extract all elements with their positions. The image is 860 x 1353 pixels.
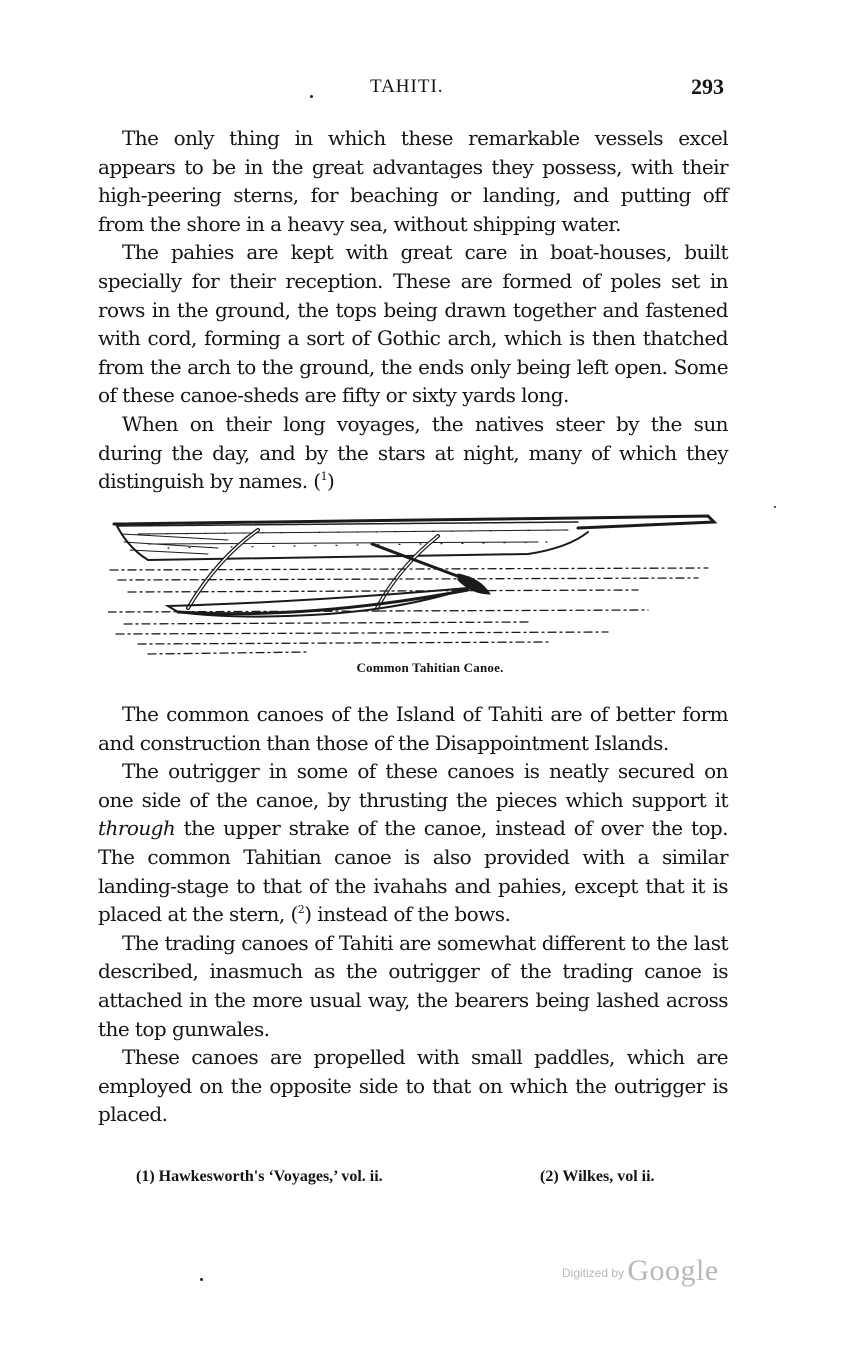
footnote-2 [540,1168,655,1186]
footnote-1 [136,1168,383,1186]
google-logo-text: Google [627,1254,719,1287]
paragraph-text: the upper strake of the canoe, instead of over the top. The common Tahitian canoe is also provided with a similar landing-stage to that of the ivahahs and pahies, except that it is placed at the stern, ( [98,816,728,927]
figure-caption: Common Tahitian Canoe. [356,660,504,675]
print-speck [200,1278,203,1281]
body-text-top [98,124,728,496]
paragraph-text: ) instead of the bows. [304,902,511,927]
footnote-text: Hawkesworth's ‘Voyages,’ vol. ii. [154,1168,383,1185]
print-speck [310,95,313,98]
footnote-marker: (1) [136,1168,155,1185]
page-header [98,76,728,104]
note-paren: ( [307,469,321,494]
paragraph-paddles: These canoes are propelled with small paddles, which are employed on the opposite side to that on which the outrigger is placed. [98,1045,728,1127]
canoe-figure [108,508,728,658]
paragraph-trading-canoes: The trading canoes of Tahiti are somewhat different to the last described, inasmuch as the outrigger of the trading canoe is attached in the more usual way, the bearers being lashed across the top gunwales. [98,930,728,1041]
note-paren: ) [327,469,335,494]
paragraph-outrigger [98,757,728,929]
emphasis-through: through [98,816,176,841]
watermark-prefix: Digitized by [562,1266,628,1280]
paragraph-boat-houses: The pahies are kept with great care in boat-houses, built specially for their reception. These are formed of poles set in rows in the ground, the tops being drawn together and fastened with cord, forming a sort of Gothic arch, which is then thatched from the arch to the ground, the ends only being left open. Some of these canoe-sheds are fifty or sixty yards long. [98,240,728,408]
canoe-illustration [108,508,728,658]
running-head: TAHITI. [370,76,444,97]
paragraph-navigation [98,410,728,496]
paragraph-common-canoes: The common canoes of the Island of Tahiti are of better form and construction than those of the Disappointment Islands. [98,702,728,755]
paragraph-text: The outrigger in some of these canoes is neatly secured on one side of the canoe, by thrusting the pieces which support it [98,759,728,812]
footnote-ref-2: 2 [297,903,305,917]
digitized-watermark [562,1254,719,1288]
footnote-text: Wilkes, vol ii. [558,1168,655,1185]
footnote-ref-1: 1 [320,470,328,484]
footnote-marker: (2) [540,1168,559,1185]
paragraph-text: When on their long voyages, the natives steer by the sun during the day, and by the stars at night, many of which they distinguish by names. [98,411,728,494]
page-number: 293 [691,74,724,99]
body-text-bottom [98,700,728,1129]
paragraph-vessels: The only thing in which these remarkable vessels excel appears to be in the great advantages they possess, with their high-peering sterns, for beaching or landing, and putting off from the shore in a heavy sea, without shipping water. [98,126,728,236]
print-speck [774,506,776,508]
